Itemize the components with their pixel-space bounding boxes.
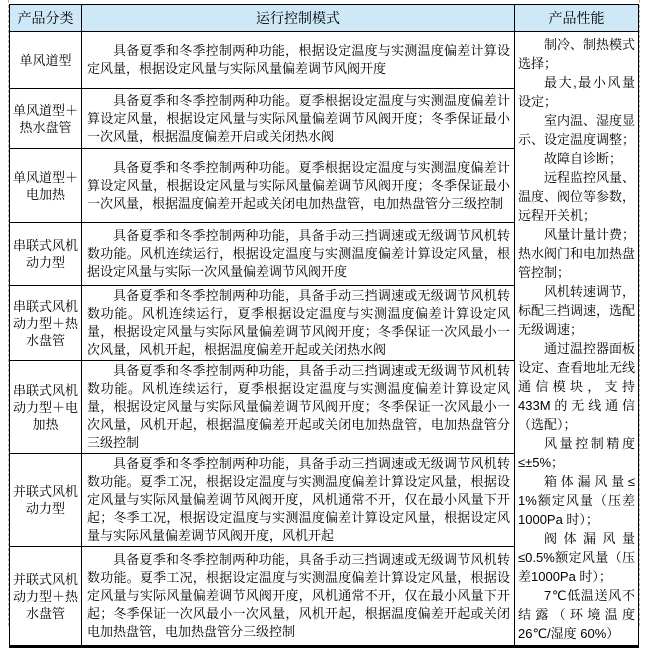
table-header-row bbox=[10, 5, 639, 32]
performance-item: 制冷、制热模式选择； bbox=[518, 36, 636, 71]
right-page-guide bbox=[639, 0, 640, 626]
category-cell: 并联式风机动力型＋热水盘管 bbox=[10, 547, 82, 647]
header-product-category: 产品分类 bbox=[10, 5, 82, 32]
performance-item: 远程监控风量、温度、阀位等参数，远程开关机； bbox=[518, 169, 636, 223]
category-cell: 串联式风机动力型＋电加热 bbox=[10, 361, 82, 454]
category-cell: 串联式风机动力型＋热水盘管 bbox=[10, 286, 82, 361]
category-cell: 并联式风机动力型 bbox=[10, 454, 82, 547]
control-mode-cell bbox=[82, 89, 515, 149]
performance-item: 故障自诊断； bbox=[544, 150, 623, 166]
control-mode-text: 具备夏季和冬季控制两种功能，具备手动三挡调速或无级调节风机转数功能。夏季工况，根据设定温度与实测温度偏差计算设定风量，根据设定风量与实际风量偏差调节风阀开度，风机通常不开，仅在最小风量下开起；冬季工况，根据设定温度与实测温度偏差计算设定风量，根据设定风量与实际风量偏差调节风阀开度，风机开起 bbox=[87, 456, 510, 543]
header-product-performance: 产品性能 bbox=[515, 5, 639, 32]
category-cell: 单风道型＋热水盘管 bbox=[10, 89, 82, 149]
performance-item: 箱体漏风量≤ 1%额定风量（压差1000Pa 时）； bbox=[518, 473, 635, 527]
category-cell: 单风道型＋电加热 bbox=[10, 149, 82, 223]
performance-item: 室内温、湿度显示、设定温度调整； bbox=[518, 112, 636, 147]
control-mode-text: 具备夏季和冬季控制两种功能，具备手动三挡调速或无级调节风机转数功能。风机连续运行，根据设定温度与实测温度偏差计算设定风量，根据设定风量与实际一次风量偏差调节风阀开度 bbox=[87, 228, 510, 279]
control-mode-cell bbox=[82, 32, 515, 89]
control-mode-cell bbox=[82, 547, 515, 647]
control-mode-cell bbox=[82, 454, 515, 547]
control-mode-text: 具备夏季和冬季控制两种功能，具备手动三挡调速或无级调节风机转数功能。风机连续运行，夏季根据设定温度与实测温度偏差计算设定风量，根据设定风量与实际风量偏差调节风阀开度；冬季保证一次风最小一次风量，风机开起，根据温度偏差开起或关闭热水阀 bbox=[87, 288, 510, 357]
category-cell: 串联式风机动力型 bbox=[10, 223, 82, 286]
performance-item: 风机转速调节，标配三挡调速，选配无级调速； bbox=[518, 283, 636, 337]
control-mode-text: 具备夏季和冬季控制两种功能，具备手动三挡调速或无级调节风机转数功能。风机连续运行，夏季根据设定温度与实测温度偏差计算设定风量，根据设定风量与实际风量偏差调节风阀开度；冬季保证一次风最小一次风量，风机开起，根据温度偏差开起或关闭电加热盘管，电加热盘管分三级控制 bbox=[87, 363, 510, 450]
performance-item: 7℃低温送风不结露（环境温度 26℃/湿度 60%） bbox=[518, 587, 635, 641]
product-spec-table bbox=[9, 4, 639, 648]
control-mode-text: 具备夏季和冬季控制两种功能。夏季根据设定温度与实测温度偏差计算设定风量，根据设定风量与实际风量偏差调节风阀开度；冬季保证最小一次风量，根据温度偏差开起或关闭电加热盘管，电加热盘管分三级控制 bbox=[87, 159, 510, 211]
performance-item: 阀体漏风量≤0.5%额定风量（压差1000Pa 时）； bbox=[518, 530, 635, 584]
table-row bbox=[10, 32, 639, 89]
performance-item: 风量计量计费；热水阀门和电加热盘管控制； bbox=[518, 226, 636, 280]
header-control-mode: 运行控制模式 bbox=[82, 5, 515, 32]
performance-item: 最大,最小风量设定； bbox=[518, 74, 635, 109]
control-mode-cell bbox=[82, 286, 515, 361]
performance-item: 通过温控器面板设定、查看地址无线通信模块，支持433M的无线通信（选配）； bbox=[518, 340, 636, 432]
performance-cell bbox=[515, 32, 639, 647]
control-mode-text: 具备夏季和冬季控制两种功能。夏季根据设定温度与实测温度偏差计算设定风量，根据设定风量与实际风量偏差调节风阀开度；冬季保证最小一次风量，根据温度偏差开启或关闭热水阀 bbox=[87, 92, 510, 144]
control-mode-text: 具备夏季和冬季控制两种功能，根据设定温度与实测温度偏差计算设定风量，根据设定风量与实际风量偏差调节风阀开度 bbox=[87, 43, 510, 76]
category-cell: 单风道型 bbox=[10, 32, 82, 89]
control-mode-text: 具备夏季和冬季控制两种功能，具备手动三挡调速或无级调节风机转数功能。夏季工况，根据设定温度与实测温度偏差计算设定风量，根据设定风量与实际风量偏差调节风阀开度，风机通常不开，仅在最小风量下开起；冬季保证一次风最小一次风量，风机开起，根据温度偏差开起或关闭电加热盘管，电加热盘管分三级控制 bbox=[87, 552, 510, 639]
performance-item: 风量控制精度≤±5%； bbox=[518, 435, 635, 470]
control-mode-cell bbox=[82, 223, 515, 286]
control-mode-cell bbox=[82, 149, 515, 223]
control-mode-cell bbox=[82, 361, 515, 454]
